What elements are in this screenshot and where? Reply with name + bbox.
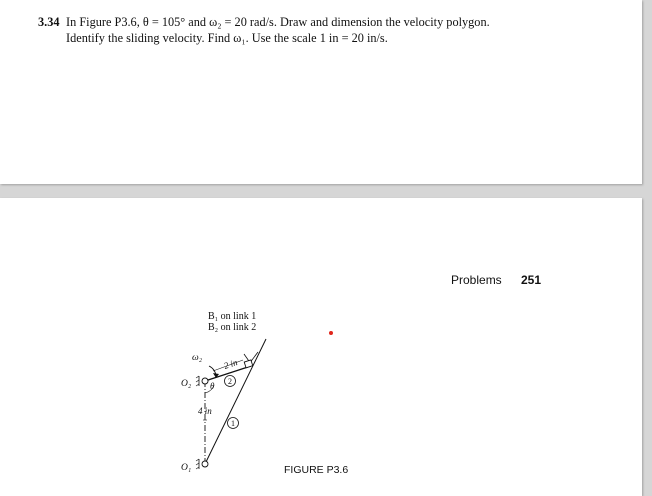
- problem-text-line-1: In Figure P3.6, θ = 105° and ω₂ = 20 rad/s. Draw and dimension the velocity polygon.: [66, 15, 490, 29]
- ground-hatch: [196, 467, 199, 469]
- page-number: 251: [521, 273, 542, 287]
- slider-block: [244, 360, 253, 368]
- ground-hatch: [196, 463, 199, 465]
- figure-caption: FIGURE P3.6: [284, 464, 349, 476]
- label-o2: O₂: [181, 379, 192, 389]
- problem-statement: [38, 14, 598, 46]
- label-b2: B₂ on link 2: [208, 322, 257, 333]
- pivot-o2: [202, 378, 208, 384]
- ground-hatch: [196, 459, 199, 461]
- label-2in: 2 in: [222, 357, 239, 371]
- ground-hatch: [196, 380, 199, 382]
- pivot-o1: [202, 461, 208, 467]
- label-omega2: ω₂: [192, 353, 203, 363]
- label-4in: 4 in: [198, 406, 212, 416]
- label-o1: O₁: [181, 463, 192, 473]
- problem-number: 3.34: [38, 15, 60, 29]
- ground-hatch: [196, 376, 199, 378]
- problem-text-line-2: Identify the sliding velocity. Find ω₁. Use the scale 1 in = 20 in/s.: [66, 31, 388, 45]
- problem-line-1: [38, 14, 598, 30]
- label-theta: θ: [210, 381, 215, 391]
- page-2: [0, 198, 642, 496]
- figure-p3-6: [0, 198, 642, 496]
- page-1: [0, 0, 642, 184]
- running-header-title: Problems: [451, 273, 502, 287]
- label-link-2: 2: [228, 377, 232, 386]
- label-b1: B₁ on link 1: [208, 311, 257, 322]
- ground-hatch: [196, 384, 199, 386]
- label-link-1: 1: [231, 419, 235, 428]
